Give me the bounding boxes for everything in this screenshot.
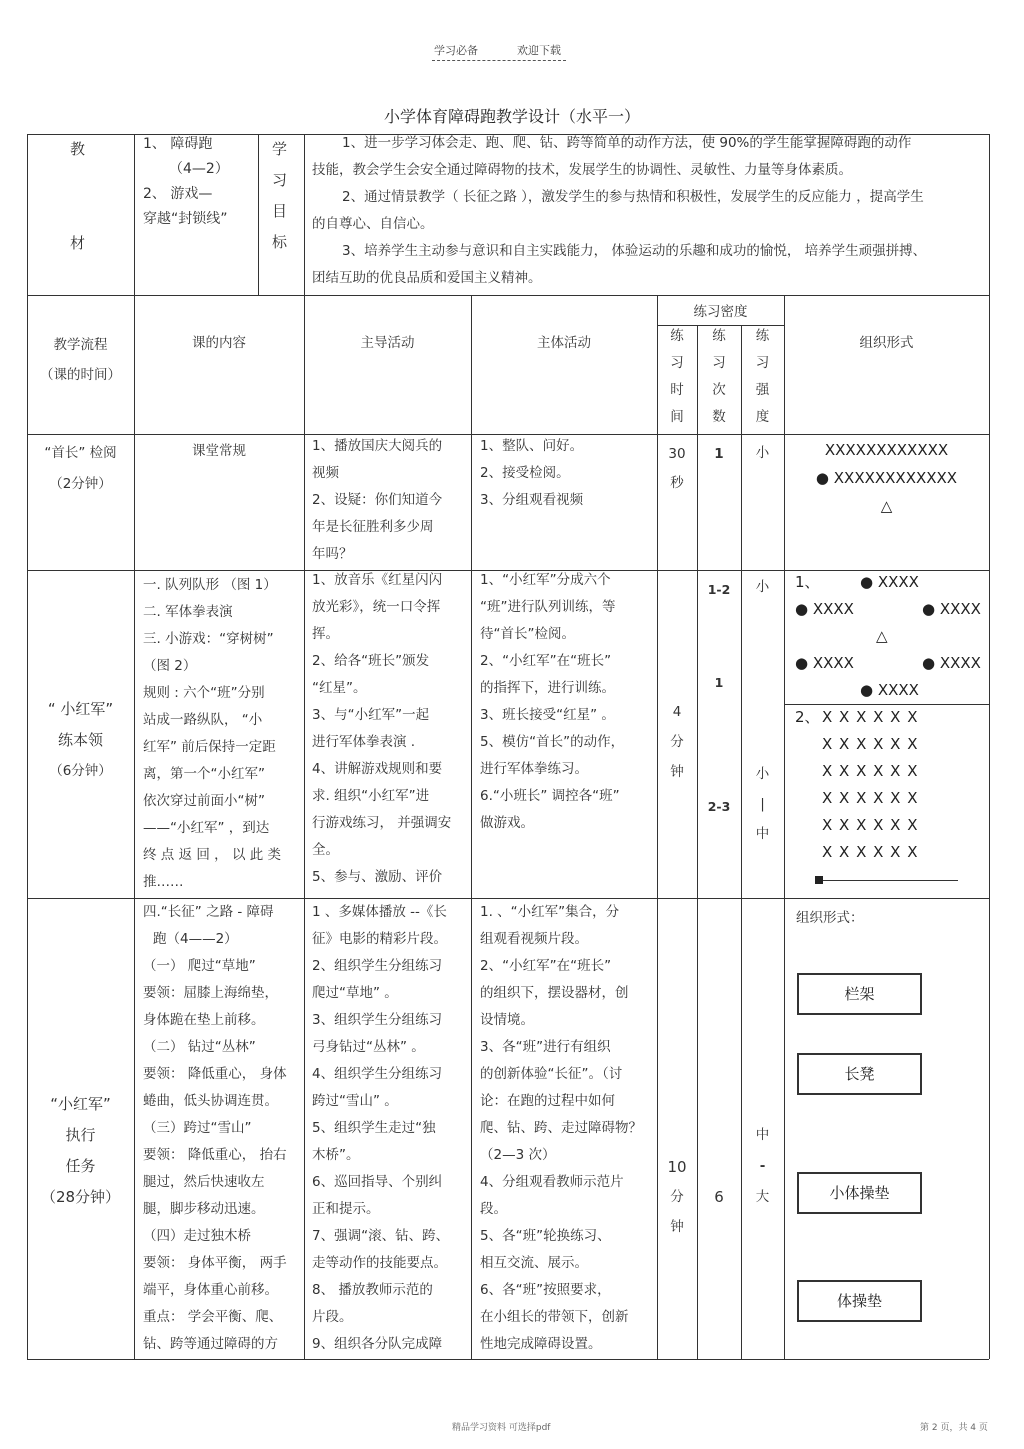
equipment-small-mat: 小体操垫 — [797, 1172, 922, 1214]
start-marker — [815, 876, 823, 884]
row1-organization: XXXXXXXXXXXX ● XXXXXXXXXXXX △ — [815, 441, 958, 515]
org1-teacher: △ — [876, 627, 888, 645]
header-main-activity: 主体活动 — [537, 335, 591, 351]
objectives-label: 学 习 目 标 — [272, 140, 288, 251]
row3-main: 1. 、“小红军”集合，分 组观看视频片段。 2、“小红军”在“班长” 的组织下，摆设器材，创 设情境。 3、各“班”进行有组织 的创新体验“长征”。（讨 论：在跑的过程中如何 爬、钻、跨、走过障碍物？ （2—3 次） 4、分组观看教师示范片 段。 5、各“班”轮换练习、 相互交流、展示。 6、各“班”按照要求， 在小组长的带领下，创新 性地完成障碍设置。 — [480, 904, 642, 1352]
header-divider — [432, 60, 566, 61]
header-left: 学习必备 — [434, 44, 478, 57]
row2-content: 一. 队列队形 （图 1） 二. 军体拳表演 三. 小游戏：“穿树树” （图 2） 规则 : 六个“班”分别 站成一路纵队， “小 红军” 前后保持一定距 离，第一个“小红军” 依次穿过前面小“树” ——“小红军” ，到达 终 点 返 回 ， 以 此 类 推…… — [143, 577, 282, 890]
row1-content: 课堂常规 — [192, 443, 246, 459]
row2-main: 1、“小红军”分成六个 “班”进行队列训练，等 待“首长”检阅。 2、“小红军”在“班长” 的指挥下，进行训练。 3、班长接受“红星” 。 5、模仿“首长”的动作， 进行军体拳练习。 6.“小班长” 调控各“班” 做游戏。 — [480, 572, 625, 831]
header-practice-time: 练 习 时 间 — [670, 328, 684, 425]
header-leading-activity: 主导活动 — [360, 335, 415, 351]
row2-time: 4 分 钟 — [670, 704, 684, 780]
row2-intensity-1: 小 — [755, 579, 770, 595]
org1-bottom: ● XXXX — [860, 681, 919, 699]
row1-time: 30 秒 — [668, 446, 686, 491]
row2-count-3: 2-3 — [707, 799, 731, 814]
header-organization: 组织形式 — [859, 335, 914, 351]
objectives-text: 1、进一步学习体会走、跑、爬、钻、跨等简单的动作方法，使 90%的学生能掌握障碍跑的动作 技能，教会学生会安全通过障碍物的技术，发展学生的协调性、灵敏性、力量等身体素质。 2、通过情景教学（ 长征之路 ），激发学生的参与热情和积极性，发展学生的反应能力 ，提高学生 的自尊心、自信心。 3、培养学生主动参与意识和自主实践能力， 体验运动的乐趣和成功的愉悦， 培养学生顽强拼搏、 团结互助的优良品质和爱国主义精神。 — [312, 135, 927, 286]
org2-formation: X X X X X X X X X X X X X X X X X X X X X X X X X X X X X X X X X X X X — [822, 708, 919, 861]
footer-right: 第 2 页，共 4 页 — [920, 1423, 988, 1433]
org1-right2: ● XXXX — [922, 654, 981, 672]
org1-left: ● XXXX — [795, 600, 854, 618]
org1-label: 1、 — [795, 573, 820, 591]
row3-content: 四.“长征” 之路 - 障碍 跑（4——2） （一） 爬过“草地” 要领：屈膝上海绵垫， 身体跪在垫上前移。 （二） 钻过“丛林” 要领： 降低重心， 身体 蜷曲，低头协调连贯。 （三）跨过“雪山” 要领： 降低重心， 抬右 腿过，然后快速收左 腿，脚步移动迅速。 （四）走过独木桥 要领： 身体平衡， 两手 端平，身体重心前移。 重点： 学会平衡、爬、 钻、跨等通过障碍的方 — [143, 904, 287, 1352]
equipment-bench: 长凳 — [797, 1053, 922, 1095]
track-line — [823, 880, 958, 881]
footer-left: 精品学习资料 可选择pdf — [452, 1423, 551, 1433]
materials-label-bottom: 材 — [70, 234, 86, 252]
row3-count: 6 — [714, 1188, 724, 1206]
row2-intensity-2: 小 | 中 — [755, 766, 770, 842]
org1-top: ● XXXX — [860, 573, 919, 591]
equipment-mat: 体操垫 — [797, 1280, 922, 1322]
row2-count-2: 1 — [714, 675, 724, 690]
row2-count-1: 1-2 — [707, 582, 731, 597]
org1-left2: ● XXXX — [795, 654, 854, 672]
header-practice-count: 练 习 次 数 — [712, 328, 726, 425]
row3-flow: “小红军” 执行 任务 （28分钟） — [40, 1095, 121, 1206]
row3-org-label: 组织形式： — [796, 910, 864, 926]
org2-label: 2、 — [795, 708, 820, 726]
header-practice-intensity: 练 习 强 度 — [755, 328, 770, 425]
row1-lead: 1、播放国庆大阅兵的 视频 2、设疑：你们知道今 年是长征胜利多少周 年吗？ — [312, 438, 443, 562]
header-lesson-content: 课的内容 — [192, 335, 246, 351]
row1-main: 1、整队、问好。 2、接受检阅。 3、分组观看视频 — [480, 438, 584, 508]
page-title: 小学体育障碍跑教学设计（水平一） — [383, 107, 640, 126]
equipment-hurdle: 栏架 — [797, 973, 922, 1015]
row1-flow: “首长” 检阅 （2分钟） — [44, 445, 117, 492]
row2-lead: 1、放音乐《红星闪闪 放光彩》，统一口令挥 挥。 2、给各“班长”颁发 “红星”。 3、与“小红军”一起 进行军体拳表演 . 4、讲解游戏规则和要 求. 组织“小红军”进 行游戏练习， 并强调安 全。 5、参与、激励、评价 — [312, 572, 452, 885]
materials-label-top: 教 — [70, 140, 86, 158]
row1-intensity: 小 — [755, 445, 770, 461]
materials-content: 1、 障碍跑 （4—2） 2、 游戏— 穿越“封锁线” — [143, 136, 229, 227]
row3-lead: 1 、多媒体播放 --《长 征》电影的精彩片段。 2、组织学生分组练习 爬过“草地” 。 3、组织学生分组练习 弓身钻过“丛林” 。 4、组织学生分组练习 跨过“雪山” 。 5、组织学生走过“独 木桥”。 6、巡回指导、个别纠 正和提示。 7、强调“滚、钻、跨、 走等动作的技能要点。 8、 播放教师示范的 片段。 9、组织各分队完成障 — [312, 904, 450, 1352]
header-teaching-flow: 教学流程 （课的时间） — [40, 337, 121, 383]
header-practice-density: 练习密度 — [693, 304, 748, 320]
row3-time: 10 分 钟 — [667, 1158, 687, 1235]
row1-count: 1 — [714, 446, 724, 462]
row3-intensity: 中 - 大 — [755, 1127, 770, 1205]
row2-flow: “ 小红军” 练本领 （6分钟） — [47, 700, 114, 779]
header-right: 欢迎下载 — [517, 44, 561, 57]
org1-right: ● XXXX — [922, 600, 981, 618]
